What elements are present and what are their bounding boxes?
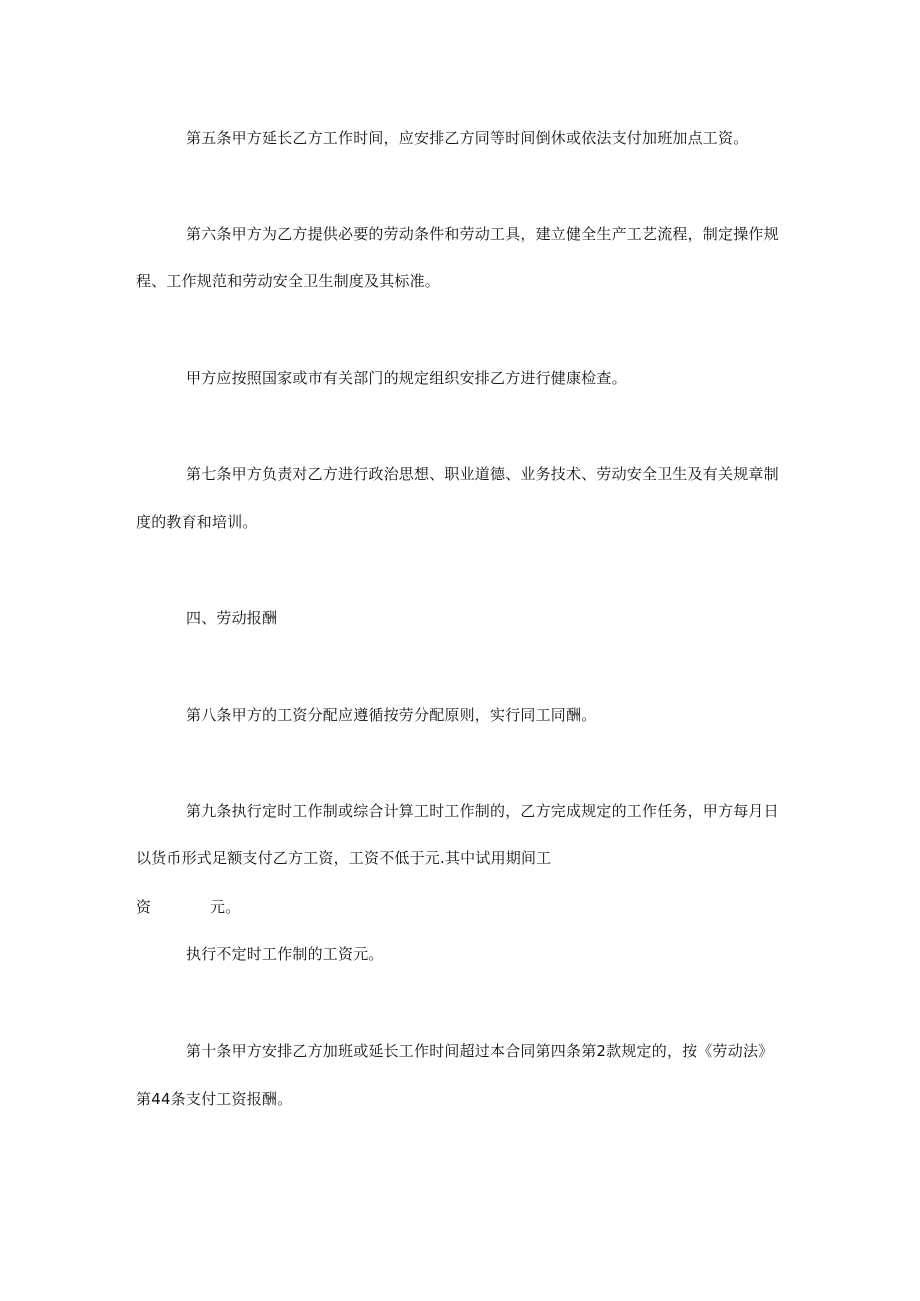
article-5-line-1: 第五条甲方延长乙方工作时间，应安排乙方同等时间倒休或依法支付加班加点工资。 xyxy=(186,129,749,147)
health-check-line: 甲方应按照国家或市有关部门的规定组织安排乙方进行健康检查。 xyxy=(186,369,627,387)
article-9-line-1: 第九条执行定时工作制或综合计算工时工作制的，乙方完成规定的工作任务，甲方每月日 xyxy=(186,802,779,820)
article-7-line-1: 第七条甲方负责对乙方进行政治思想、职业道德、业务技术、劳动安全卫生及有关规章制 xyxy=(186,465,779,483)
article-10-line-2: 第44条支付工资报酬。 xyxy=(136,1090,293,1108)
article-9-line-3-start: 资 xyxy=(136,898,152,916)
article-10-line-1: 第十条甲方安排乙方加班或延长工作时间超过本合同第四条第2款规定的，按《劳动法》 xyxy=(186,1042,774,1060)
article-6-line-2: 程、工作规范和劳动安全卫生制度及其标准。 xyxy=(136,272,441,290)
section-heading-labor-pay: 四、劳动报酬 xyxy=(186,609,278,627)
article-7-line-2: 度的教育和培训。 xyxy=(136,513,258,531)
article-9-line-2: 以货币形式足额支付乙方工资，工资不低于元.其中试用期间工 xyxy=(136,849,552,867)
article-8-line-1: 第八条甲方的工资分配应遵循按劳分配原则，实行同工同酬。 xyxy=(186,706,597,724)
non-fixed-hours-line: 执行不定时工作制的工资元。 xyxy=(186,945,384,963)
article-9-line-3-end: 元。 xyxy=(210,898,241,916)
article-6-line-1: 第六条甲方为乙方提供必要的劳动条件和劳动工具，建立健全生产工艺流程，制定操作规 xyxy=(186,225,779,243)
